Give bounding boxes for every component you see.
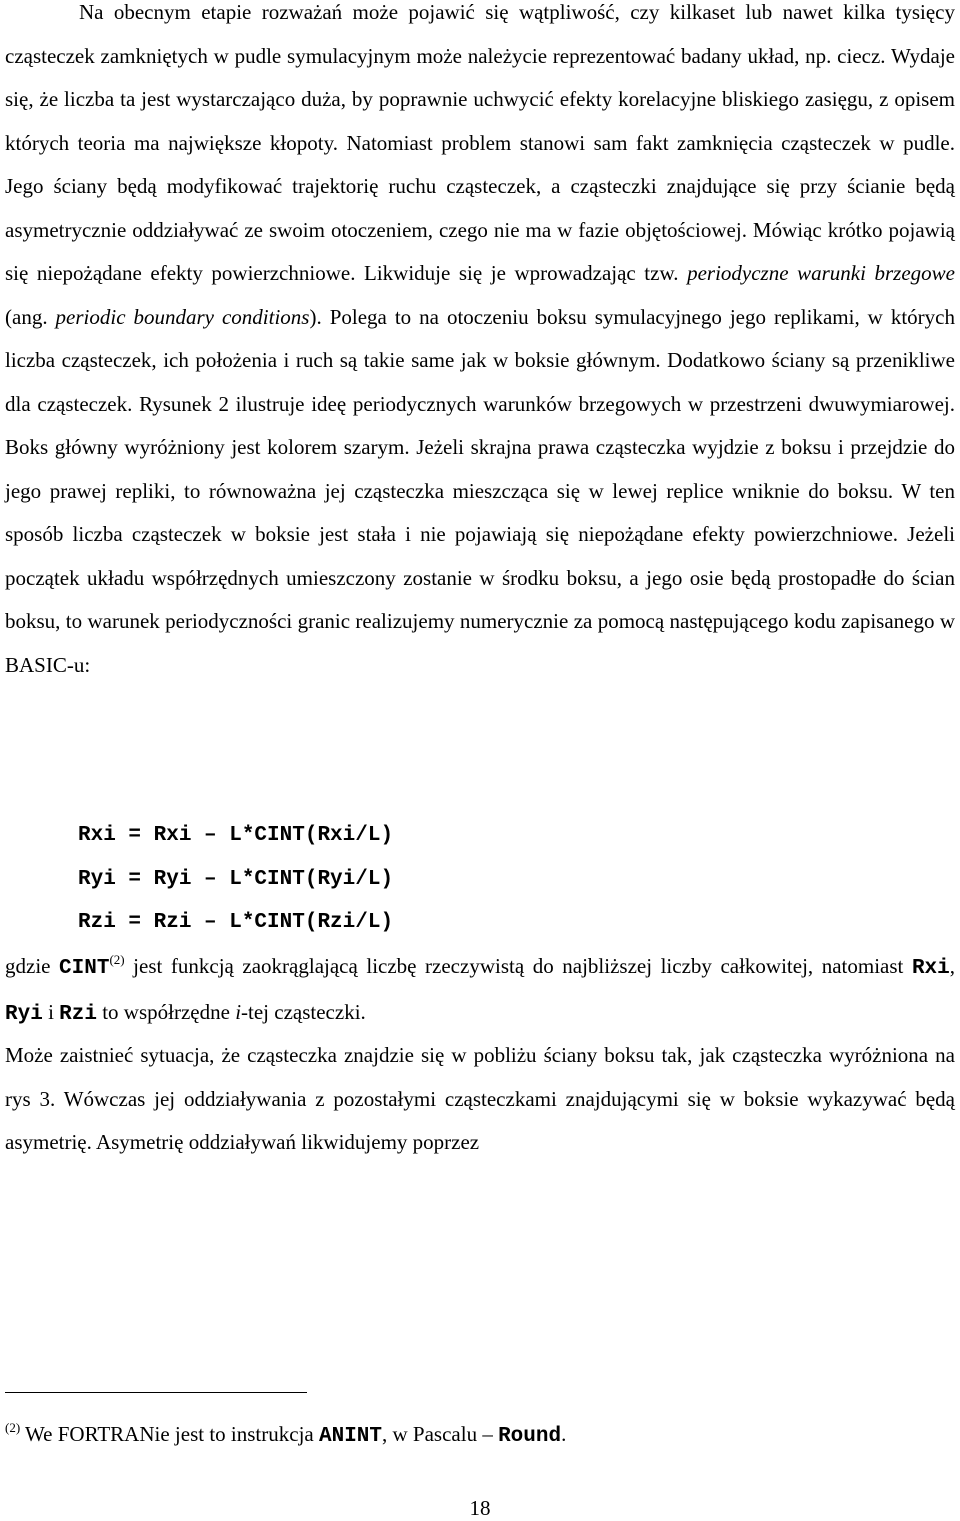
paragraph-1-text-b: (ang. — [5, 304, 56, 329]
paragraph-3: Może zaistnieć sytuacja, że cząsteczka znajdzie się w pobliżu ściany boksu tak, jak cząsteczka wyróżniona na rys 3. Wówczas jej oddziaływania z pozostałymi cząsteczkami znajdującymi się w boksie wykazywać będą asymetrię. Asymetrię oddziaływań likwidujemy poprzez — [5, 1043, 955, 1154]
code-cint: CINT — [59, 957, 110, 980]
footnote-separator — [5, 1392, 307, 1393]
paragraph-asymmetry — [5, 1034, 955, 1165]
paragraph-2-text-c: to współrzędne — [96, 999, 236, 1024]
paragraph-1-text-c: ). Polega to na otoczeniu boksu symulacyjnego jego replikami, w których liczba cząsteczek, ich położenia i ruch są takie same jak w boksie głównym. Dodatkowo ściany są przenikliwe dla cząsteczek. Rysunek 2 ilustruje ideę periodycznych warunków brzegowych w przestrzeni dwuwymiarowej. Boks główny wyróżniony jest kolorem szarym. Jeżeli skrajna prawa cząsteczka wyjdzie z boksu i przejdzie do jego prawej repliki, to równoważna jej cząsteczka mieszcząca się w lewej replice wniknie do boksu. W ten sposób liczba cząsteczek w boksie jest stała i nie pojawiają się niepożądane efekty powierzchniowe. Jeżeli początek układu współrzędnych umieszczony zostanie w środku boksu, a jego osie będą prostopadłe do ścian boksu, to warunek periodyczności granic realizujemy numerycznie za pomocą następującego kodu zapisanego w BASIC-u: — [5, 304, 955, 677]
paragraph-1-text-a: Na obecnym etapie rozważań może pojawić się wątpliwość, czy kilkaset lub nawet kilka tysięcy cząsteczek zamkniętych w pudle symulacyjnym może należycie reprezentować badany układ, np. ciecz. Wydaje się, że liczba ta jest wystarczająco duża, by poprawnie uchwycić efekty korelacyjne bliskiego zasięgu, z opisem których teoria ma największe kłopoty. Natomiast problem stanowi sam fakt zamknięcia cząsteczek w pudle. Jego ściany będą modyfikować trajektorię ruchu cząsteczek, a cząsteczki znajdujące się przy ścianie będą asymetrycznie oddziaływać ze swoim otoczeniem, czego nie ma w fazie objętościowej. Mówiąc krótko pojawią się niepożądane efekty powierzchniowe. Likwiduje się je wprowadzając tzw. — [5, 0, 955, 285]
paragraph-2-text-d: -tej cząsteczki. — [241, 999, 366, 1024]
code-line-rzi: Rzi = Rzi – L*CINT(Rzi/L) — [78, 911, 394, 934]
term-periodic-boundary-pl: periodyczne warunki brzegowe — [687, 261, 955, 285]
code-rzi: Rzi — [59, 1002, 97, 1026]
code-line-ryi: Ryi = Ryi – L*CINT(Ryi/L) — [78, 867, 394, 891]
code-anint: ANINT — [318, 1425, 382, 1448]
footnote-text-a: We FORTRANie jest to instrukcja — [20, 1422, 319, 1446]
footnote-text-c: . — [561, 1422, 567, 1446]
paragraph-1 — [5, 0, 955, 687]
code-line-rxi: Rxi = Rxi – L*CINT(Rxi/L) — [78, 824, 394, 847]
footnote-ref-2[interactable]: (2) — [109, 952, 125, 967]
paragraph-cint-explanation — [5, 945, 955, 1036]
footnote-mark: (2) — [5, 1420, 21, 1435]
footnote-text-b: , w Pascalu – — [382, 1422, 499, 1446]
basic-code-block — [78, 814, 393, 945]
paragraph-periodic-boundary-intro — [5, 0, 955, 687]
code-rxi: Rxi — [911, 957, 950, 980]
paragraph-2 — [5, 945, 955, 1036]
paragraph-2-and: i — [42, 999, 60, 1024]
footnote-2 — [5, 1419, 566, 1452]
term-periodic-boundary-en: periodic boundary conditions — [55, 304, 310, 329]
code-round: Round — [498, 1425, 562, 1448]
paragraph-2-text-a: gdzie — [5, 954, 60, 978]
index-i: i — [235, 999, 242, 1024]
page-number: 18 — [469, 1496, 491, 1520]
code-ryi: Ryi — [5, 1002, 43, 1026]
paragraph-2-comma: , — [949, 954, 955, 978]
paragraph-2-text-b: jest funkcją zaokrąglającą liczbę rzeczywistą do najbliższej liczby całkowitej, natomiast — [124, 954, 912, 978]
